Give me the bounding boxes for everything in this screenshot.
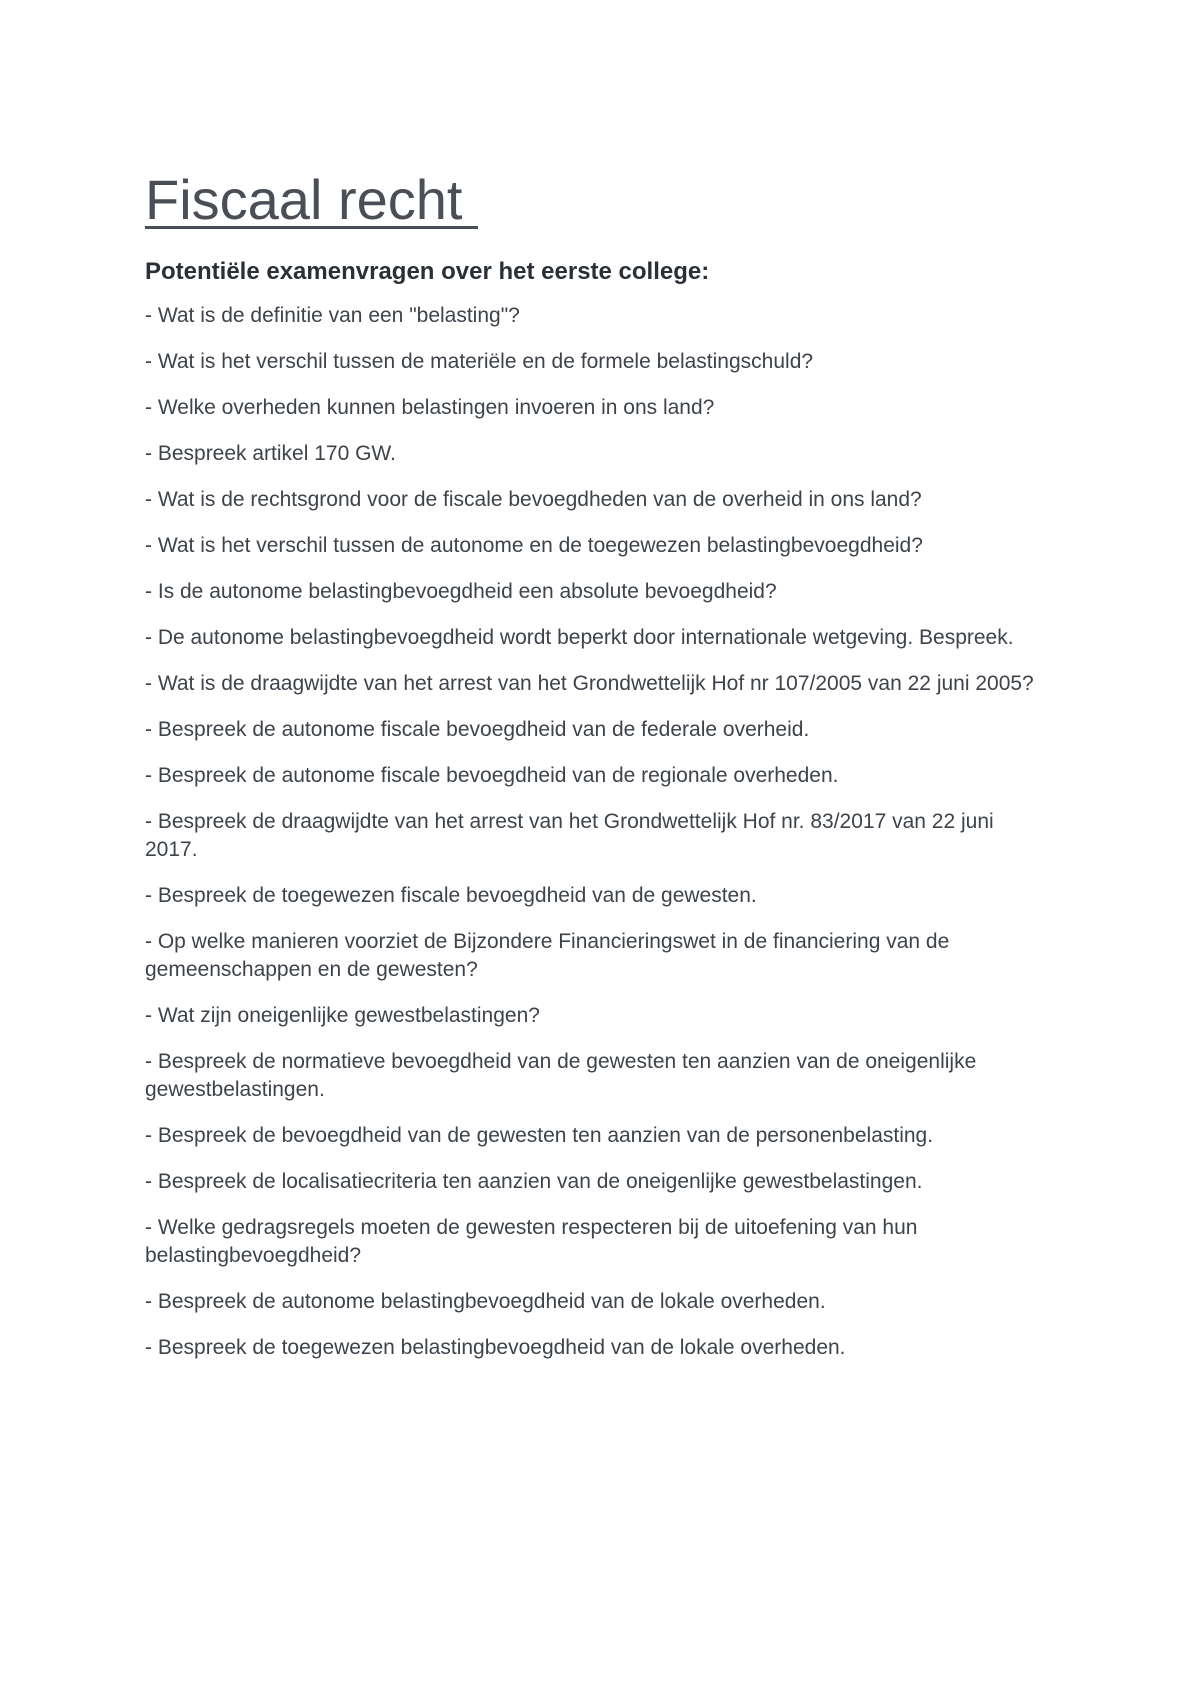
question-item: - Bespreek de toegewezen belastingbevoegdheid van de lokale overheden. (145, 1336, 846, 1359)
question-item: - Bespreek de autonome belastingbevoegdheid van de lokale overheden. (145, 1290, 826, 1313)
question-item: - Bespreek de normatieve bevoegdheid van de gewesten ten aanzien van de oneigenlijke gewestbelastingen. (145, 1050, 977, 1101)
question-item: - Is de autonome belastingbevoegdheid een absolute bevoegdheid? (145, 580, 777, 603)
question-item: - Bespreek de autonome fiscale bevoegdheid van de federale overheid. (145, 718, 810, 741)
question-item: - Wat is de rechtsgrond voor de fiscale bevoegdheden van de overheid in ons land? (145, 488, 922, 511)
question-list (145, 302, 1050, 1362)
question-item: - Bespreek de bevoegdheid van de gewesten ten aanzien van de personenbelasting. (145, 1124, 934, 1147)
document-title: Fiscaal recht (145, 168, 478, 231)
question-item: - Bespreek artikel 170 GW. (145, 442, 396, 465)
question-item: - Wat zijn oneigenlijke gewestbelastingen? (145, 1004, 540, 1027)
question-item: - Welke overheden kunnen belastingen invoeren in ons land? (145, 396, 715, 419)
question-item: - Bespreek de toegewezen fiscale bevoegdheid van de gewesten. (145, 884, 757, 907)
question-item: - Wat is het verschil tussen de autonome en de toegewezen belastingbevoegdheid? (145, 534, 923, 557)
question-item: - Bespreek de draagwijdte van het arrest van het Grondwettelijk Hof nr. 83/2017 van 22 juni 2017. (145, 810, 994, 861)
question-item: - Wat is het verschil tussen de materiële en de formele belastingschuld? (145, 350, 814, 373)
question-item: - Op welke manieren voorziet de Bijzondere Financieringswet in de financiering van de gemeenschappen en de gewesten? (145, 930, 950, 981)
question-item: - Wat is de draagwijdte van het arrest van het Grondwettelijk Hof nr 107/2005 van 22 juni 2005? (145, 672, 1034, 695)
question-item: - Welke gedragsregels moeten de gewesten respecteren bij de uitoefening van hun belastingbevoegdheid? (145, 1216, 918, 1267)
question-item: - De autonome belastingbevoegdheid wordt beperkt door internationale wetgeving. Bespreek. (145, 626, 1014, 649)
document-subtitle: Potentiële examenvragen over het eerste college: (145, 258, 710, 285)
question-item: - Bespreek de localisatiecriteria ten aanzien van de oneigenlijke gewestbelastingen. (145, 1170, 923, 1193)
question-item: - Bespreek de autonome fiscale bevoegdheid van de regionale overheden. (145, 764, 839, 787)
question-item: - Wat is de definitie van een "belasting"? (145, 304, 520, 327)
